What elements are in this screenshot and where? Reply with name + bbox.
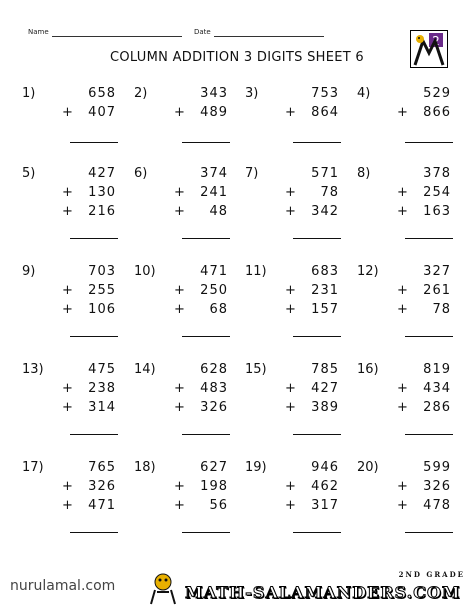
date-label: Date [194, 28, 211, 36]
addend-2: 231 [311, 283, 339, 298]
addend-2: 407 [88, 105, 116, 120]
plus-sign: + [62, 400, 73, 415]
page-title: COLUMN ADDITION 3 DIGITS SHEET 6 [110, 50, 364, 65]
addend-3: 56 [209, 498, 228, 513]
problem-number: 11) [245, 264, 267, 279]
answer-line [182, 434, 230, 435]
addend-1: 475 [88, 362, 116, 377]
plus-sign: + [285, 185, 296, 200]
addend-2: 326 [88, 479, 116, 494]
answer-line [70, 142, 118, 143]
addend-3: 48 [209, 204, 228, 219]
plus-sign: + [285, 204, 296, 219]
answer-line [405, 532, 453, 533]
problem-6 [134, 166, 244, 246]
problem-14 [134, 362, 244, 442]
problem-number: 6) [134, 166, 148, 181]
addend-2: 427 [311, 381, 339, 396]
plus-sign: + [397, 381, 408, 396]
addend-1: 946 [311, 460, 339, 475]
problem-number: 9) [22, 264, 36, 279]
answer-line [182, 238, 230, 239]
answer-line [405, 336, 453, 337]
addend-3: 326 [200, 400, 228, 415]
answer-line [405, 238, 453, 239]
plus-sign: + [285, 283, 296, 298]
answer-line [293, 238, 341, 239]
plus-sign: + [174, 400, 185, 415]
addend-2: 255 [88, 283, 116, 298]
answer-line [182, 532, 230, 533]
problem-4 [357, 86, 467, 166]
plus-sign: + [62, 283, 73, 298]
footer-logo [145, 570, 465, 606]
problem-7 [245, 166, 355, 246]
addend-1: 765 [88, 460, 116, 475]
addend-3: 471 [88, 498, 116, 513]
grade-label: 2ND GRADE [398, 570, 465, 579]
problem-18 [134, 460, 244, 540]
plus-sign: + [62, 204, 73, 219]
plus-sign: + [397, 498, 408, 513]
problem-number: 16) [357, 362, 379, 377]
addend-2: 462 [311, 479, 339, 494]
answer-line [70, 336, 118, 337]
addend-3: 317 [311, 498, 339, 513]
answer-line [293, 142, 341, 143]
addend-1: 343 [200, 86, 228, 101]
addend-1: 427 [88, 166, 116, 181]
problem-number: 14) [134, 362, 156, 377]
addend-3: 106 [88, 302, 116, 317]
addend-2: 261 [423, 283, 451, 298]
plus-sign: + [62, 105, 73, 120]
plus-sign: + [397, 204, 408, 219]
answer-line [182, 142, 230, 143]
addend-3: 342 [311, 204, 339, 219]
addend-2: 130 [88, 185, 116, 200]
plus-sign: + [62, 185, 73, 200]
addend-3: 157 [311, 302, 339, 317]
problem-number: 4) [357, 86, 371, 101]
answer-line [182, 336, 230, 337]
problem-10 [134, 264, 244, 344]
answer-line [405, 142, 453, 143]
problem-number: 3) [245, 86, 259, 101]
problem-15 [245, 362, 355, 442]
addend-3: 78 [432, 302, 451, 317]
addend-1: 753 [311, 86, 339, 101]
addend-1: 378 [423, 166, 451, 181]
problem-11 [245, 264, 355, 344]
problem-number: 15) [245, 362, 267, 377]
addend-3: 216 [88, 204, 116, 219]
plus-sign: + [62, 302, 73, 317]
answer-line [70, 238, 118, 239]
addend-1: 571 [311, 166, 339, 181]
addend-3: 68 [209, 302, 228, 317]
addend-2: 238 [88, 381, 116, 396]
brand-name: MATH-SALAMANDERS.COM [185, 583, 461, 602]
plus-sign: + [285, 105, 296, 120]
problem-8 [357, 166, 467, 246]
problem-number: 18) [134, 460, 156, 475]
answer-line [293, 336, 341, 337]
addend-3: 163 [423, 204, 451, 219]
addend-1: 374 [200, 166, 228, 181]
plus-sign: + [174, 283, 185, 298]
plus-sign: + [62, 381, 73, 396]
problem-number: 13) [22, 362, 44, 377]
addend-1: 785 [311, 362, 339, 377]
problem-number: 10) [134, 264, 156, 279]
addend-2: 78 [320, 185, 339, 200]
addend-1: 627 [200, 460, 228, 475]
problem-number: 5) [22, 166, 36, 181]
salamander-mascot-icon [145, 572, 181, 606]
addend-1: 658 [88, 86, 116, 101]
problem-number: 17) [22, 460, 44, 475]
problem-16 [357, 362, 467, 442]
plus-sign: + [397, 479, 408, 494]
problem-17 [22, 460, 132, 540]
problem-number: 2) [134, 86, 148, 101]
answer-line [70, 434, 118, 435]
plus-sign: + [174, 185, 185, 200]
problem-12 [357, 264, 467, 344]
plus-sign: + [285, 498, 296, 513]
addend-1: 628 [200, 362, 228, 377]
addend-3: 389 [311, 400, 339, 415]
addend-2: 864 [311, 105, 339, 120]
logo-digit: 2 [432, 34, 440, 48]
plus-sign: + [174, 381, 185, 396]
answer-line [70, 532, 118, 533]
problem-number: 8) [357, 166, 371, 181]
addend-1: 327 [423, 264, 451, 279]
addend-1: 703 [88, 264, 116, 279]
addend-2: 483 [200, 381, 228, 396]
problem-5 [22, 166, 132, 246]
addend-3: 286 [423, 400, 451, 415]
plus-sign: + [174, 479, 185, 494]
problem-19 [245, 460, 355, 540]
problem-20 [357, 460, 467, 540]
addend-2: 326 [423, 479, 451, 494]
problem-number: 7) [245, 166, 259, 181]
addend-2: 489 [200, 105, 228, 120]
plus-sign: + [285, 381, 296, 396]
name-line [52, 36, 182, 37]
addend-2: 250 [200, 283, 228, 298]
problem-1 [22, 86, 132, 166]
problem-2 [134, 86, 244, 166]
site-watermark: nurulamal.com [10, 578, 116, 594]
addend-1: 683 [311, 264, 339, 279]
answer-line [293, 532, 341, 533]
plus-sign: + [174, 105, 185, 120]
problem-number: 1) [22, 86, 36, 101]
plus-sign: + [174, 204, 185, 219]
date-line [214, 36, 324, 37]
plus-sign: + [62, 479, 73, 494]
plus-sign: + [174, 498, 185, 513]
addend-2: 198 [200, 479, 228, 494]
problem-number: 19) [245, 460, 267, 475]
plus-sign: + [285, 400, 296, 415]
addend-1: 529 [423, 86, 451, 101]
problem-13 [22, 362, 132, 442]
addend-2: 254 [423, 185, 451, 200]
plus-sign: + [62, 498, 73, 513]
addend-1: 599 [423, 460, 451, 475]
addend-2: 434 [423, 381, 451, 396]
plus-sign: + [397, 400, 408, 415]
addend-1: 471 [200, 264, 228, 279]
addend-1: 819 [423, 362, 451, 377]
plus-sign: + [174, 302, 185, 317]
name-label: Name [28, 28, 49, 36]
answer-line [293, 434, 341, 435]
plus-sign: + [397, 283, 408, 298]
addend-2: 241 [200, 185, 228, 200]
plus-sign: + [397, 105, 408, 120]
plus-sign: + [285, 302, 296, 317]
addend-2: 866 [423, 105, 451, 120]
plus-sign: + [285, 479, 296, 494]
addend-3: 314 [88, 400, 116, 415]
problem-9 [22, 264, 132, 344]
plus-sign: + [397, 302, 408, 317]
problem-number: 12) [357, 264, 379, 279]
problem-number: 20) [357, 460, 379, 475]
plus-sign: + [397, 185, 408, 200]
addend-3: 478 [423, 498, 451, 513]
answer-line [405, 434, 453, 435]
problem-3 [245, 86, 355, 166]
